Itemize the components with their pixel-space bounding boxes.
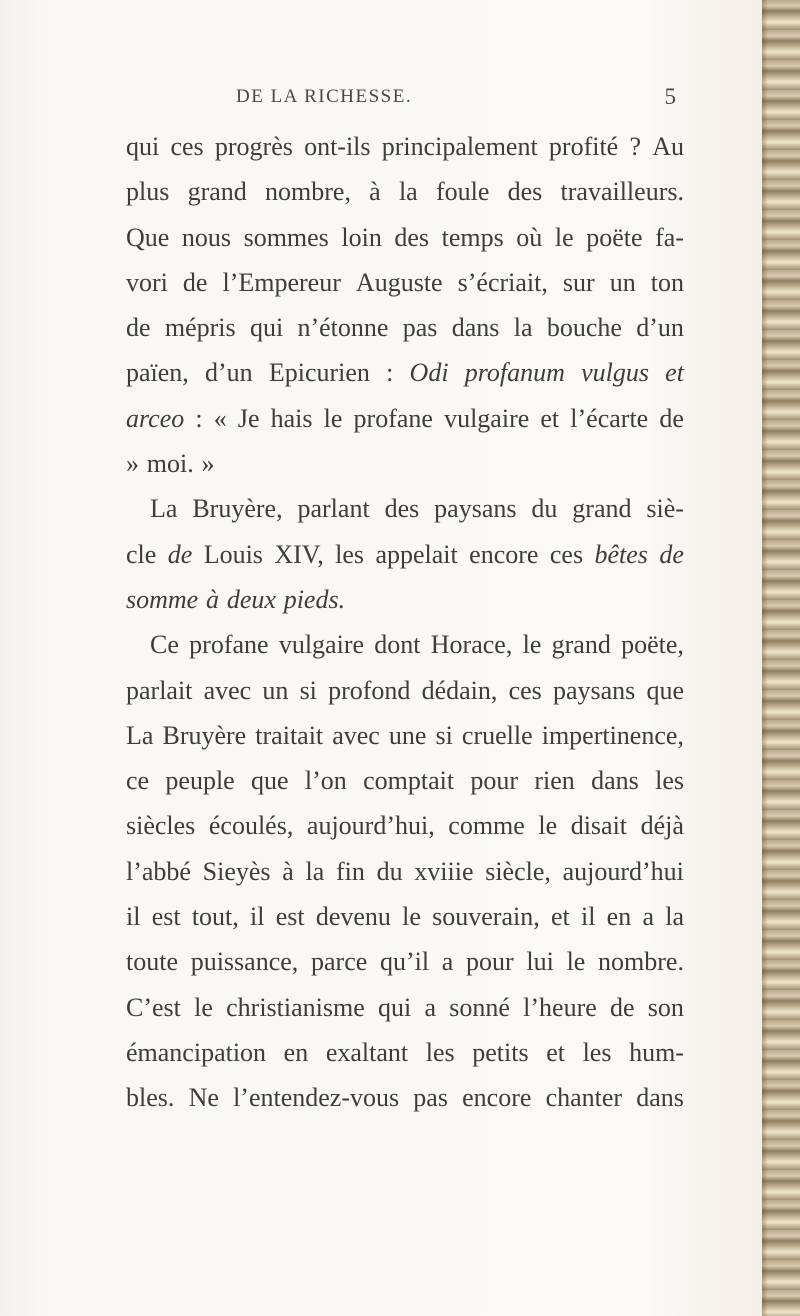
word: s’écriait,: [457, 267, 548, 297]
word: le: [323, 403, 343, 433]
word: disait: [570, 811, 628, 841]
word: encore: [462, 1083, 532, 1113]
word: principalement: [381, 132, 538, 161]
word: progrès: [214, 132, 293, 161]
word: des: [507, 177, 543, 207]
word: XIV,: [274, 539, 324, 569]
text-line: [126, 532, 684, 577]
word: l’on: [304, 766, 347, 796]
word: »: [126, 449, 139, 479]
word: pas: [402, 313, 438, 343]
word: Sieyès: [202, 856, 271, 886]
text-line: [126, 396, 684, 441]
word: Je: [237, 403, 260, 433]
word: l’abbé: [126, 856, 191, 886]
word: à: [206, 584, 220, 614]
text-line: [126, 486, 684, 531]
text-line: [126, 622, 684, 667]
word: de: [610, 992, 635, 1022]
word: :: [386, 358, 394, 388]
word: a: [441, 947, 454, 977]
word: de: [167, 539, 193, 569]
word: parlant: [297, 494, 370, 524]
word: dédain,: [421, 675, 498, 705]
word: paysans: [552, 675, 636, 705]
body-text: [126, 124, 684, 1121]
word: profane: [353, 403, 433, 433]
text-line: [126, 803, 684, 848]
text-line: [126, 260, 684, 305]
text-line: [126, 668, 684, 713]
word: à: [282, 856, 294, 886]
word: exaltant: [325, 1037, 409, 1067]
word: l’Empereur: [222, 267, 341, 297]
word: aujourd’hui: [562, 856, 684, 886]
word: son: [647, 992, 684, 1022]
word: le: [522, 630, 542, 660]
word: ton: [650, 267, 684, 297]
word: profité: [548, 132, 619, 161]
word: appelait: [375, 539, 458, 569]
word: poëte: [586, 222, 643, 252]
word: les: [425, 1037, 455, 1067]
word: bles.: [126, 1083, 175, 1113]
word: nous: [181, 222, 232, 252]
page-header: [236, 86, 676, 116]
word: paysans: [434, 494, 517, 524]
word: xviiie: [414, 856, 474, 886]
word: parlait: [126, 675, 193, 705]
word: la: [513, 313, 533, 343]
word: que: [251, 766, 289, 796]
word: Odi: [409, 358, 449, 388]
word: de: [659, 539, 684, 569]
text-line: [126, 441, 684, 486]
word: hais: [270, 403, 313, 433]
book-edge: [762, 0, 800, 1316]
word: est: [151, 902, 181, 932]
word: pas: [413, 1083, 448, 1113]
text-line: [126, 985, 684, 1030]
word: l’heure: [523, 992, 597, 1022]
word: la: [305, 856, 325, 886]
word: est: [275, 902, 305, 932]
word: un: [262, 675, 289, 705]
page-number: 5: [664, 84, 676, 109]
word: de: [182, 267, 208, 297]
word: qu’il: [379, 947, 430, 977]
word: cle: [126, 539, 157, 569]
word: qui: [378, 992, 412, 1022]
word: ?: [629, 132, 641, 161]
text-line: [126, 894, 684, 939]
word: dans: [636, 1083, 684, 1113]
word: ce: [126, 766, 150, 796]
word: grand: [551, 630, 611, 660]
word: siècle,: [485, 856, 551, 886]
word: encore: [469, 539, 539, 569]
text-line: [126, 939, 684, 984]
word: les: [655, 766, 684, 796]
word: loin: [341, 222, 382, 252]
word: du: [531, 494, 558, 524]
word: émancipation: [126, 1037, 267, 1067]
word: aujourd’hui,: [306, 811, 435, 841]
word: Au: [652, 132, 684, 161]
word: a: [642, 902, 654, 932]
word: temps: [441, 222, 504, 252]
word: en: [606, 902, 632, 932]
word: avec: [203, 675, 252, 705]
text-line: [126, 350, 684, 395]
word: Bruyère: [162, 720, 247, 750]
word: et: [665, 358, 684, 388]
word: et: [540, 403, 560, 433]
word: où: [516, 222, 543, 252]
word: si: [435, 720, 453, 750]
word: petits: [472, 1037, 529, 1067]
word: avec: [332, 720, 380, 750]
word: parce: [311, 947, 368, 977]
word: Epicurien: [268, 358, 370, 388]
word: puissance,: [190, 947, 299, 977]
word: rien: [534, 766, 575, 796]
word: la: [665, 902, 684, 932]
word: fin: [335, 856, 365, 886]
word: ces: [170, 132, 204, 161]
word: fa-: [655, 222, 684, 252]
word: peuple: [165, 766, 235, 796]
word: d’un: [636, 313, 684, 343]
text-line: [126, 577, 684, 622]
word: poëte,: [621, 630, 684, 660]
word: a: [424, 992, 437, 1022]
word: somme: [126, 584, 199, 614]
word: à: [369, 177, 381, 207]
word: mépris: [164, 313, 236, 343]
word: vori: [126, 267, 168, 297]
word: pour: [466, 947, 514, 977]
word: plus: [126, 177, 170, 207]
text-line: [126, 124, 684, 169]
word: le: [554, 222, 574, 252]
word: dans: [591, 766, 639, 796]
word: qui: [249, 313, 284, 343]
word: vulgus: [581, 358, 649, 388]
word: bêtes: [594, 539, 648, 569]
word: d’un: [205, 358, 253, 388]
word: tout,: [191, 902, 239, 932]
word: du: [376, 856, 403, 886]
word: moi.: [146, 449, 194, 479]
word: sommes: [243, 222, 329, 252]
word: pieds.: [283, 584, 346, 614]
word: cruelle: [461, 720, 533, 750]
word: écoulés,: [208, 811, 294, 841]
word: des: [394, 222, 430, 252]
word: Bruyère,: [192, 494, 283, 524]
text-line: [126, 1075, 684, 1120]
word: traitait: [255, 720, 324, 750]
word: ces: [549, 539, 584, 569]
word: travailleurs.: [560, 177, 684, 207]
word: le: [538, 811, 558, 841]
word: Louis: [203, 539, 263, 569]
word: en: [283, 1037, 309, 1067]
word: la: [398, 177, 418, 207]
word: qui: [126, 132, 160, 161]
word: bouche: [546, 313, 622, 343]
text-line: [126, 305, 684, 350]
word: deux: [226, 584, 276, 614]
word: lui: [526, 947, 554, 977]
word: il: [580, 902, 596, 932]
word: grand: [572, 494, 632, 524]
word: des: [384, 494, 420, 524]
word: La: [150, 494, 178, 524]
word: païen,: [126, 358, 189, 388]
word: de: [659, 403, 684, 433]
word: si: [299, 675, 317, 705]
word: hum-: [629, 1037, 684, 1067]
word: une: [388, 720, 427, 750]
word: siè-: [646, 494, 684, 524]
text-line: [126, 758, 684, 803]
word: »: [201, 449, 215, 479]
word: déjà: [640, 811, 684, 841]
running-title: DE LA RICHESSE.: [236, 86, 413, 107]
word: ces: [508, 675, 542, 705]
word: n’étonne: [297, 313, 389, 343]
word: nombre.: [598, 947, 684, 977]
word: dans: [451, 313, 500, 343]
word: souverain,: [432, 902, 540, 932]
text-line: [126, 849, 684, 894]
word: Horace,: [430, 630, 513, 660]
word: ont-ils: [304, 132, 371, 161]
word: siècles: [126, 811, 196, 841]
word: Que: [126, 222, 170, 252]
word: les: [335, 539, 365, 569]
word: de: [126, 313, 151, 343]
word: Ce: [150, 630, 179, 660]
word: impertinence,: [541, 720, 684, 750]
word: toute: [126, 947, 178, 977]
word: le: [566, 947, 586, 977]
word: sonné: [449, 992, 510, 1022]
word: «: [213, 403, 227, 433]
word: et: [550, 902, 570, 932]
word: profanum: [464, 358, 565, 388]
word: l’entendez-vous: [233, 1083, 400, 1113]
word: La: [126, 720, 154, 750]
word: profane: [189, 630, 269, 660]
word: vulgaire: [444, 403, 530, 433]
word: dont: [374, 630, 421, 660]
word: christianisme: [226, 992, 365, 1022]
word: Ne: [188, 1083, 219, 1113]
word: profond: [328, 675, 411, 705]
word: chanter: [545, 1083, 623, 1113]
word: vulgaire: [278, 630, 365, 660]
word: nombre,: [265, 177, 351, 207]
word: le: [194, 992, 213, 1022]
word: pour: [470, 766, 519, 796]
text-line: [126, 215, 684, 260]
word: un: [609, 267, 636, 297]
text-line: [126, 713, 684, 758]
word: comptait: [363, 766, 455, 796]
word: le: [402, 902, 421, 932]
word: C’est: [126, 992, 181, 1022]
word: que: [646, 675, 684, 705]
word: il: [126, 902, 141, 932]
word: comme: [448, 811, 525, 841]
word: :: [195, 403, 203, 433]
word: et: [546, 1037, 565, 1067]
word: il: [250, 902, 265, 932]
word: foule: [435, 177, 490, 207]
word: Auguste: [355, 267, 443, 297]
word: devenu: [315, 902, 391, 932]
word: les: [582, 1037, 612, 1067]
word: sur: [562, 267, 595, 297]
word: arceo: [126, 403, 185, 433]
word: grand: [187, 177, 247, 207]
word: l’écarte: [570, 403, 649, 433]
text-line: [126, 169, 684, 214]
text-line: [126, 1030, 684, 1075]
